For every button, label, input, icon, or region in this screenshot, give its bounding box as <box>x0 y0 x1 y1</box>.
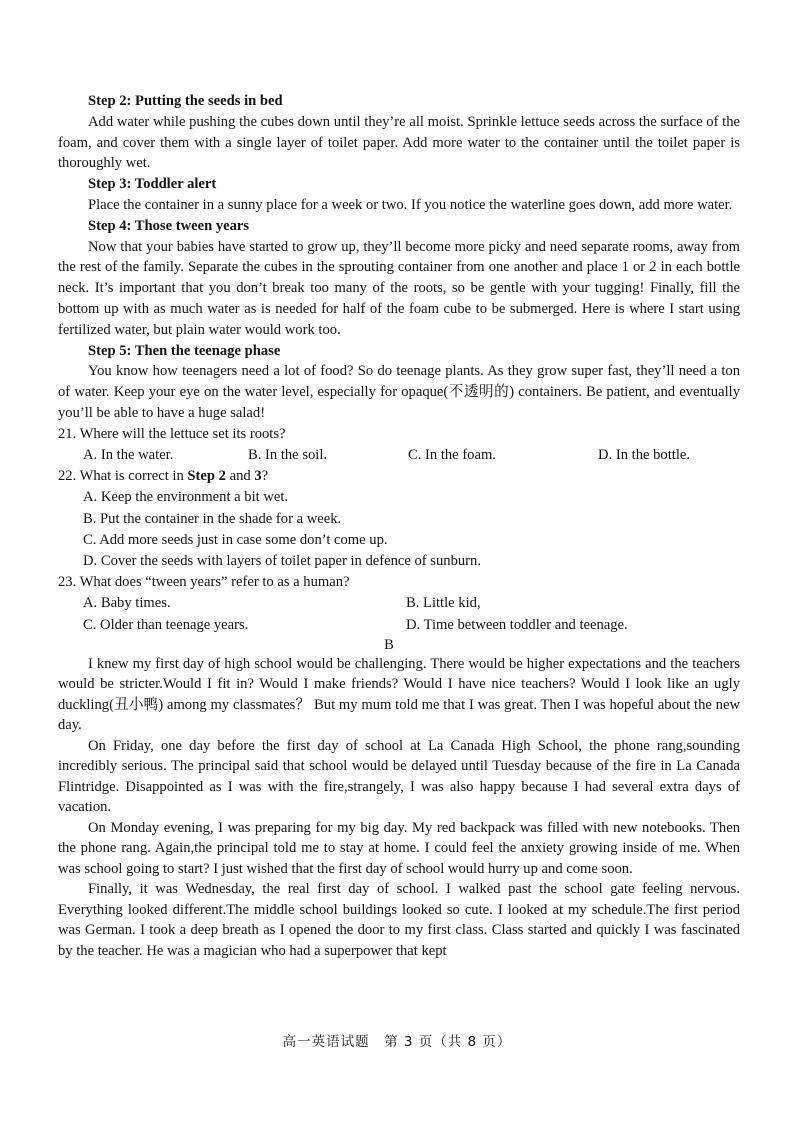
q21-option-d: D. In the bottle. <box>598 446 691 463</box>
step2-text: Add water while pushing the cubes down until they’re all moist. Sprinkle lettuce seeds across the surface of the foam, and cover them with a single layer of toilet paper. Add more water to the container until the toilet paper is thoroughly wet. <box>58 113 740 172</box>
step5-text: You know how teenagers need a lot of food? So do teenage plants. As they grow super fast, they’ll need a ton of water. Keep your eye on the water level, especially for opaque(不透明的) containers. Be patient, and eventually you’ll be able to have a huge salad! <box>58 363 740 421</box>
q23-option-c: C. Older than teenage years. <box>83 616 249 633</box>
q22-option-b: B. Put the container in the shade for a week. <box>83 510 342 527</box>
passage-b-paragraph-4: Finally, it was Wednesday, the real first day of school. I walked past the school gate feeling nervous. Everything looked different.The middle school buildings looked so cute. I looked at my schedule.The first period was German. I took a deep breath as I opened the door to my first class. Class started and quickly I was fascinated by the teacher. He was a magician who had a superpower that kept <box>58 881 740 959</box>
q22-stem-step3: 3 <box>254 468 262 485</box>
passage-b-paragraph-1: I knew my first day of high school would be challenging. There would be higher expectations and the teachers would be stricter.Would I fit in? Would I make friends? Would I have nice teachers? Would I look like an ugly duckling(丑小鸭) among my classmates？ But my mum told me that I was great. Then I was hopeful about the new day. <box>58 655 740 734</box>
q21-option-b: B. In the soil. <box>248 446 328 463</box>
q22-stem-step2: Step 2 <box>187 468 226 485</box>
page-content <box>58 91 740 961</box>
question-23-options-row2 <box>58 615 740 636</box>
question-21-stem: 21. Where will the lettuce set its roots? <box>58 425 286 442</box>
q22-stem-end: ? <box>261 468 269 485</box>
passage-b <box>58 654 740 962</box>
q21-option-c: C. In the foam. <box>408 446 496 463</box>
step2-heading: Step 2: Putting the seeds in bed <box>88 93 283 109</box>
question-21-options <box>58 445 740 466</box>
q22-option-c: C. Add more seeds just in case some don’t come up. <box>83 531 388 548</box>
q21-option-a: A. In the water. <box>83 446 174 463</box>
q22-stem-prefix: 22. What is correct in <box>58 468 188 485</box>
step5-heading: Step 5: Then the teenage phase <box>88 342 281 359</box>
passage-b-paragraph-3: On Monday evening, I was preparing for my big day. My red backpack was filled with new notebooks. Then the phone rang. Again,the principal told me to stay at home. I could feel the anxiety growing inside of me. When was school going to start? I just wished that the first day of school would hurry up and come soon. <box>58 819 740 877</box>
step4-heading: Step 4: Those tween years <box>88 217 250 234</box>
page-footer: 高一英语试题 第 3 页（共 8 页） <box>282 1034 512 1050</box>
q22-option-a: A. Keep the environment a bit wet. <box>83 489 289 506</box>
q22-option-d: D. Cover the seeds with layers of toilet paper in defence of sunburn. <box>83 552 481 569</box>
question-22-stem <box>58 466 740 487</box>
q22-stem-and: and <box>225 468 255 485</box>
q23-option-d: D. Time between toddler and teenage. <box>406 616 628 633</box>
step3-text: Place the container in a sunny place for a week or two. If you notice the waterline goes down, add more water. <box>88 196 733 213</box>
q23-option-b: B. Little kid, <box>406 595 481 612</box>
passage-b-paragraph-2: On Friday, one day before the first day of school at La Canada High School, the phone rang,sounding incredibly serious. The principal said that school would be delayed until Tuesday because of the fire in La Canada Flintridge. Disappointed as I was with the fire,strangely, I was also happy because I had several extra days of vacation. <box>58 737 740 816</box>
question-23-stem: 23. What does “tween years” refer to as a human? <box>58 574 350 591</box>
section-b-label: B <box>384 636 394 653</box>
question-23-options-row1 <box>58 593 740 614</box>
step4-text: Now that your babies have started to grow up, they’ll become more picky and need separate rooms, away from the rest of the family. Separate the cubes in the sprouting container from one another and place 1 or 2 in each bottle neck. It’s important that you don’t break too many of the roots, so be gentle with your tugging! Finally, fill the bottom up with as much water as is needed for half of the foam cube to be submerged. Here is where I start using fertilized water, but plain water would work too. <box>58 238 740 338</box>
q23-option-a: A. Baby times. <box>83 595 171 612</box>
step3-heading: Step 3: Toddler alert <box>88 176 217 193</box>
